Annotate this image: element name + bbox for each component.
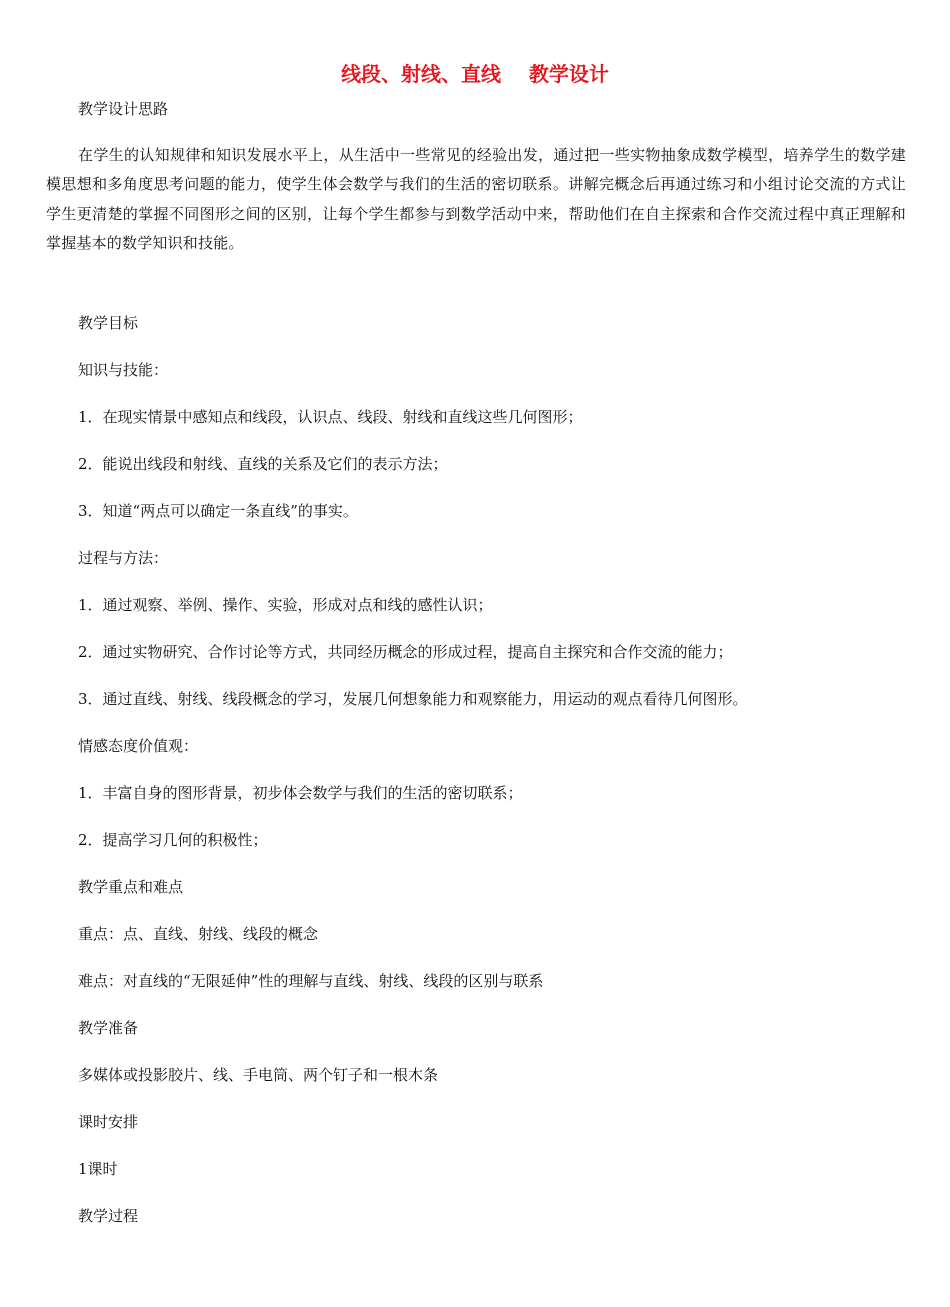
process-heading: 过程与方法： [78,549,169,567]
knowledge-item: 2．能说出线段和射线、直线的关系及它们的表示方法； [78,455,448,473]
knowledge-item: 1．在现实情景中感知点和线段，认识点、线段、射线和直线这些几何图形； [78,408,583,426]
schedule-text: 1课时 [78,1160,118,1178]
attitude-item: 1．丰富自身的图形背景，初步体会数学与我们的生活的密切联系； [78,784,523,802]
goals-heading: 教学目标 [78,314,139,332]
key-point: 重点：点、直线、射线、线段的概念 [78,925,319,943]
knowledge-heading: 知识与技能： [78,361,169,379]
process-flow-heading: 教学过程 [78,1207,139,1225]
process-item: 3．通过直线、射线、线段概念的学习，发展几何想象能力和观察能力，用运动的观点看待几何图形。 [78,690,748,708]
design-idea-paragraph: 在学生的认知规律和知识发展水平上，从生活中一些常见的经验出发，通过把一些实物抽象成数学模型，培养学生的数学建模思想和多角度思考问题的能力，使学生体会数学与我们的生活的密切联系。讲解完概念后再通过练习和小组讨论交流的方式让学生更清楚的掌握不同图形之间的区别，让每个学生都参与到数学活动中来，帮助他们在自主探索和合作交流过程中真正理解和掌握基本的数学知识和技能。 [46,146,906,252]
difficult-point: 难点：对直线的“无限延伸”性的理解与直线、射线、线段的区别与联系 [78,972,544,990]
process-item: 1．通过观察、举例、操作、实验，形成对点和线的感性认识； [78,596,493,614]
preparation-heading: 教学准备 [78,1019,139,1037]
key-points-heading: 教学重点和难点 [78,878,184,896]
design-idea-heading: 教学设计思路 [78,100,169,118]
schedule-heading: 课时安排 [78,1113,139,1131]
attitude-heading: 情感态度价值观： [78,737,199,755]
document-title: 线段、射线、直线 教学设计 [341,62,609,86]
attitude-item: 2．提高学习几何的积极性； [78,831,268,849]
preparation-text: 多媒体或投影胶片、线、手电筒、两个钉子和一根木条 [78,1066,439,1084]
process-item: 2．通过实物研究、合作讨论等方式，共同经历概念的形成过程，提高自主探究和合作交流的能力； [78,643,733,661]
knowledge-item: 3．知道“两点可以确定一条直线”的事实。 [78,502,358,520]
